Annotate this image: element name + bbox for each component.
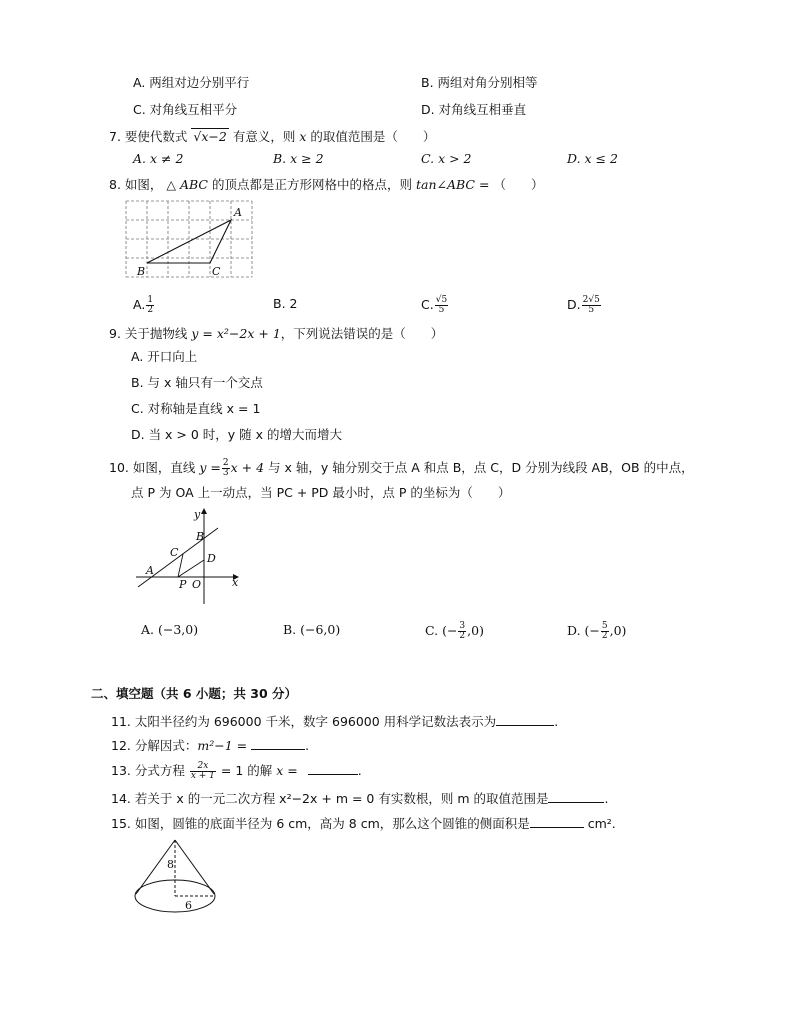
- answer-blank[interactable]: [548, 790, 604, 803]
- sqrt-expression: √x−2: [193, 129, 227, 144]
- label-p: P: [179, 578, 187, 591]
- label-d: D: [207, 552, 216, 565]
- q12: 12. 分解因式：m²−1 = .: [111, 738, 310, 753]
- label-o: O: [192, 578, 202, 591]
- q6-option-a: A. 两组对边分别平行: [133, 75, 250, 90]
- q8-option-a: A. $\frac{1}{2}$: [133, 295, 154, 315]
- q8-stem: 8. 如图， △ ABC 的顶点都是正方形网格中的格点，则 tan∠ABC = （ ）: [109, 177, 544, 192]
- segment-pd: [178, 560, 204, 577]
- q7-option-d: D. x ≤ 2: [567, 151, 618, 166]
- q13: 13. 分式方程 $\frac{2x}{x + 1}$ = 1 的解 x = .: [111, 761, 362, 781]
- label-b: B: [196, 530, 205, 543]
- q6-option-c: C. 对角线互相平分: [133, 102, 238, 117]
- section-title: 二、填空题（共 6 小题；共 30 分）: [91, 686, 298, 701]
- q10-option-c: C. (− $\frac{3}{2}$ ,0): [425, 621, 484, 641]
- q8-option-c: C. $\frac{√5}{5}$: [421, 295, 448, 315]
- q7-stem: 7. 要使代数式 √x−2 有意义，则 x 的取值范围是（ ）: [109, 129, 436, 144]
- label-x: x: [232, 576, 239, 589]
- q10-stem-line2: 点 P 为 OA 上一动点，当 PC + PD 最小时，点 P 的坐标为（ ）: [131, 485, 511, 500]
- label-b: B: [137, 265, 146, 278]
- q9-option-c: C. 对称轴是直线 x = 1: [131, 401, 261, 416]
- label-height: 8: [167, 858, 174, 871]
- q11: 11. 太阳半径约为 696000 千米，数字 696000 用科学记数法表示为 .: [111, 714, 559, 729]
- label-c: C: [212, 265, 221, 278]
- q6-option-b: B. 两组对角分别相等: [421, 75, 538, 90]
- q8-option-d: D. $\frac{2√5}{5}$: [567, 295, 600, 315]
- q9-option-d: D. 当 x > 0 时，y 随 x 的增大而增大: [131, 427, 343, 442]
- q7-option-c: C. x > 2: [421, 151, 472, 166]
- label-radius: 6: [185, 899, 192, 912]
- q7-option-b: B. x ≥ 2: [273, 151, 324, 166]
- q9-option-a: A. 开口向上: [131, 349, 198, 364]
- q9-option-b: B. 与 x 轴只有一个交点: [131, 375, 263, 390]
- answer-blank[interactable]: [251, 737, 305, 750]
- label-y: y: [194, 508, 201, 521]
- answer-blank[interactable]: [308, 762, 358, 775]
- q10-option-d: D. (− $\frac{5}{2}$ ,0): [567, 621, 627, 641]
- q15-cone-figure: [128, 836, 228, 920]
- label-a: A: [146, 564, 154, 577]
- q9-stem: 9. 关于抛物线 y = x²−2x + 1，下列说法错误的是（ ）: [109, 326, 444, 341]
- label-a: A: [234, 206, 242, 219]
- q14: 14. 若关于 x 的一元二次方程 x²−2x + m = 0 有实数根，则 m 的取值范围是 .: [111, 791, 609, 806]
- label-c: C: [170, 546, 179, 559]
- q8-grid-figure: [120, 196, 260, 286]
- q10-stem: 10. 如图，直线 y = $\frac{2}{3}$ x + 4 与 x 轴，y 轴分别交于点 A 和点 B，点 C，D 分别为线段 AB，OB 的中点，: [109, 458, 694, 478]
- answer-blank[interactable]: [496, 713, 554, 726]
- q6-option-d: D. 对角线互相垂直: [421, 102, 527, 117]
- q10-option-a: A. (−3,0): [141, 622, 199, 637]
- answer-blank[interactable]: [530, 815, 584, 828]
- cone-side-right: [175, 840, 214, 894]
- q8-option-b: B. 2: [273, 296, 298, 311]
- q10-option-b: B. (−6,0): [283, 622, 341, 637]
- q10-coordinate-figure: [130, 504, 250, 608]
- q15: 15. 如图，圆锥的底面半径为 6 cm，高为 8 cm，那么这个圆锥的侧面积是 cm².: [111, 816, 616, 831]
- q7-option-a: A. x ≠ 2: [133, 151, 184, 166]
